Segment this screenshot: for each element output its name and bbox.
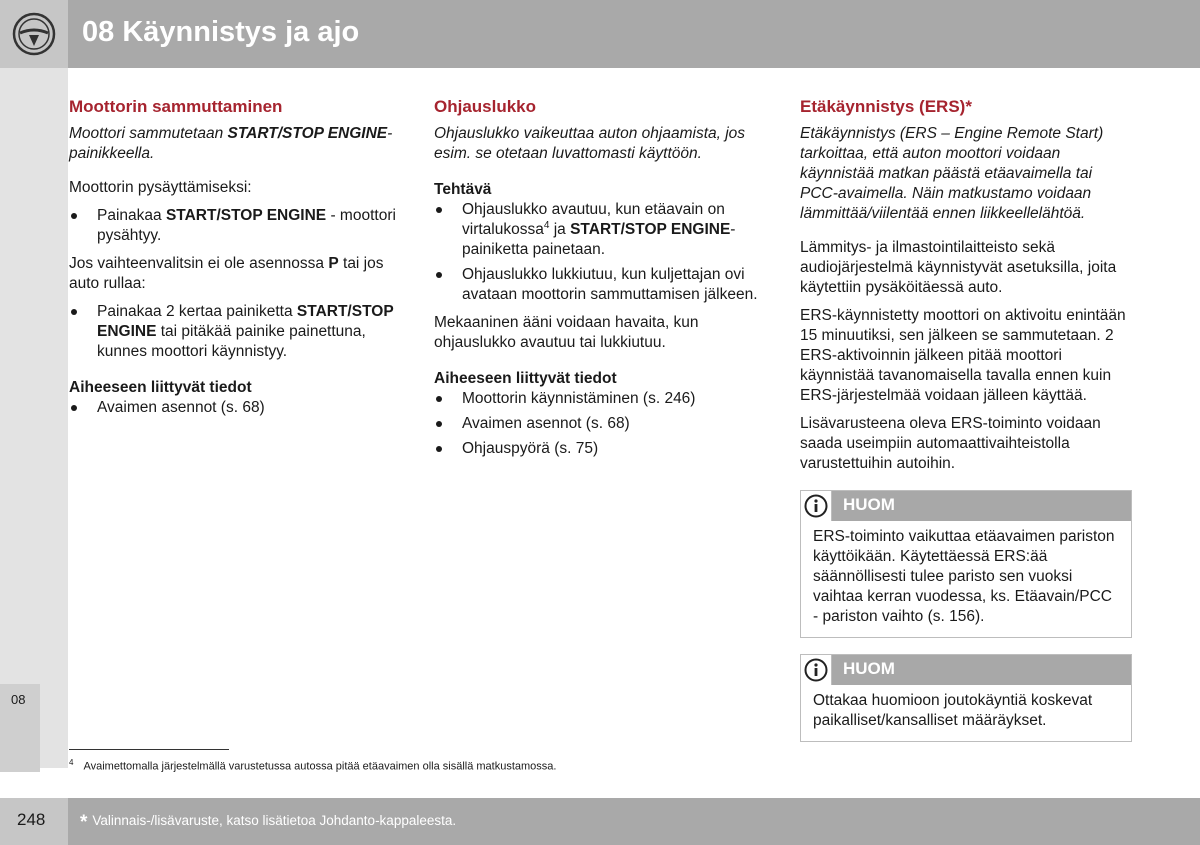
note-box xyxy=(800,654,1132,742)
steering-wheel-icon xyxy=(12,12,56,56)
note-header xyxy=(801,655,1131,685)
note-icon-box xyxy=(801,655,832,685)
list-item: Painakaa START/STOP ENGINE - moottori pysähtyy. xyxy=(69,206,404,246)
side-strip xyxy=(0,68,68,768)
footnote-ref[interactable]: 4 xyxy=(543,219,550,231)
section-heading: Etäkäynnistys (ERS)* xyxy=(800,97,972,116)
footer-note-text: Valinnais-/lisävaruste, katso lisätietoa Johdanto-kappaleesta. xyxy=(92,813,457,828)
related-list xyxy=(434,389,769,459)
note-header xyxy=(801,491,1131,521)
related-link[interactable]: Avaimen asennot (s. 68) xyxy=(434,414,769,434)
bullet-list xyxy=(434,200,769,305)
note-icon-box xyxy=(801,491,832,521)
info-icon xyxy=(804,658,828,682)
header-icon-box xyxy=(0,0,68,68)
section-lead: Moottori sammutetaan START/STOP ENGINE-painikkeella. xyxy=(69,125,393,162)
column-engine-stop xyxy=(69,96,404,418)
column-remote-start xyxy=(800,96,1132,742)
paragraph: Lämmitys- ja ilmastointilaitteisto sekä audiojärjestelmä käynnistyvät asetuksilla, joita käytettiin pysäköitäessä auto. xyxy=(800,239,1117,296)
chapter-title: 08 Käynnistys ja ajo xyxy=(82,16,360,48)
column-steering-lock xyxy=(434,96,769,459)
list-item: Ohjauslukko avautuu, kun etäavain on virtalukossa$^4$ ja START/STOP ENGINE-painiketta painetaan. xyxy=(434,200,769,260)
footnote-rule xyxy=(69,749,229,750)
note-title: HUOM xyxy=(843,659,895,678)
note-title: HUOM xyxy=(843,495,895,514)
paragraph: Mekaaninen ääni voidaan havaita, kun ohjauslukko avautuu tai lukkiutuu. xyxy=(434,314,699,351)
footnote-text: Avaimettomalla järjestelmällä varustetussa autossa pitää etäavaimen olla sisällä matkustamossa. xyxy=(83,760,557,773)
info-icon xyxy=(804,494,828,518)
note-box xyxy=(800,490,1132,638)
related-heading: Aiheeseen liittyvät tiedot xyxy=(434,370,617,387)
paragraph: ERS-käynnistetty moottori on aktivoitu enintään 15 minuutiksi, sen jälkeen se sammutetaan. 2 ERS-aktivoinnin jälkeen pitää moottori käynnistää tavanomaisella tavalla ennen kuin ERS-järjestelmää voidaan jälleen käyttää. xyxy=(800,307,1126,404)
asterisk-icon: * xyxy=(80,812,88,833)
page-number: 248 xyxy=(17,810,46,829)
related-link[interactable]: Avaimen asennot (s. 68) xyxy=(69,398,404,418)
note-body: Ottakaa huomioon joutokäyntiä koskevat paikalliset/kansalliset määräykset. xyxy=(813,692,1093,729)
paragraph: Moottorin pysäyttämiseksi: xyxy=(69,179,252,196)
related-heading: Aiheeseen liittyvät tiedot xyxy=(69,379,252,396)
bullet-list xyxy=(69,302,404,362)
section-lead: Ohjauslukko vaikeuttaa auton ohjaamista, jos esim. se otetaan luvattomasti käyttöön. xyxy=(434,125,746,162)
paragraph: Jos vaihteenvalitsin ei ole asennossa P tai jos auto rullaa: xyxy=(69,255,384,292)
list-item: Painakaa 2 kertaa painiketta START/STOP ENGINE tai pitäkää painike painettuna, kunnes moottori käynnistyy. xyxy=(69,302,404,362)
paragraph: Lisävarusteena oleva ERS-toiminto voidaan saada useimpiin automaattivaihteistolla varustettuihin autoihin. xyxy=(800,415,1101,472)
footnote-number: 4 xyxy=(69,758,74,767)
chapter-tab-label: 08 xyxy=(11,692,26,707)
related-link[interactable]: Moottorin käynnistäminen (s. 246) xyxy=(434,389,769,409)
note-body: ERS-toiminto vaikuttaa etäavaimen pariston käyttöikään. Käytettäessä ERS:ää säännöllisesti tulee paristo sen vuoksi vaihtaa kerran vuodessa, ks. Etäavain/PCC - pariston vaihto (s. 156). xyxy=(813,528,1115,625)
footer-note xyxy=(80,812,456,834)
section-heading: Moottorin sammuttaminen xyxy=(69,97,283,116)
section-lead: Etäkäynnistys (ERS – Engine Remote Start) tarkoittaa, että auton moottori voidaan käynnistää matkan päästä etäavaimella tai PCC-avaimella. Näin matkustamo voidaan lämmittää/viilentää ennen liikkeellelähtöä. xyxy=(800,125,1104,222)
related-link[interactable]: Ohjauspyörä (s. 75) xyxy=(434,439,769,459)
footnote xyxy=(69,756,556,774)
bullet-list xyxy=(69,206,404,246)
sub-heading: Tehtävä xyxy=(434,181,492,198)
list-item: Ohjauslukko lukkiutuu, kun kuljettajan ovi avataan moottorin sammuttamisen jälkeen. xyxy=(434,265,769,305)
section-heading: Ohjauslukko xyxy=(434,97,537,116)
related-list xyxy=(69,398,404,418)
